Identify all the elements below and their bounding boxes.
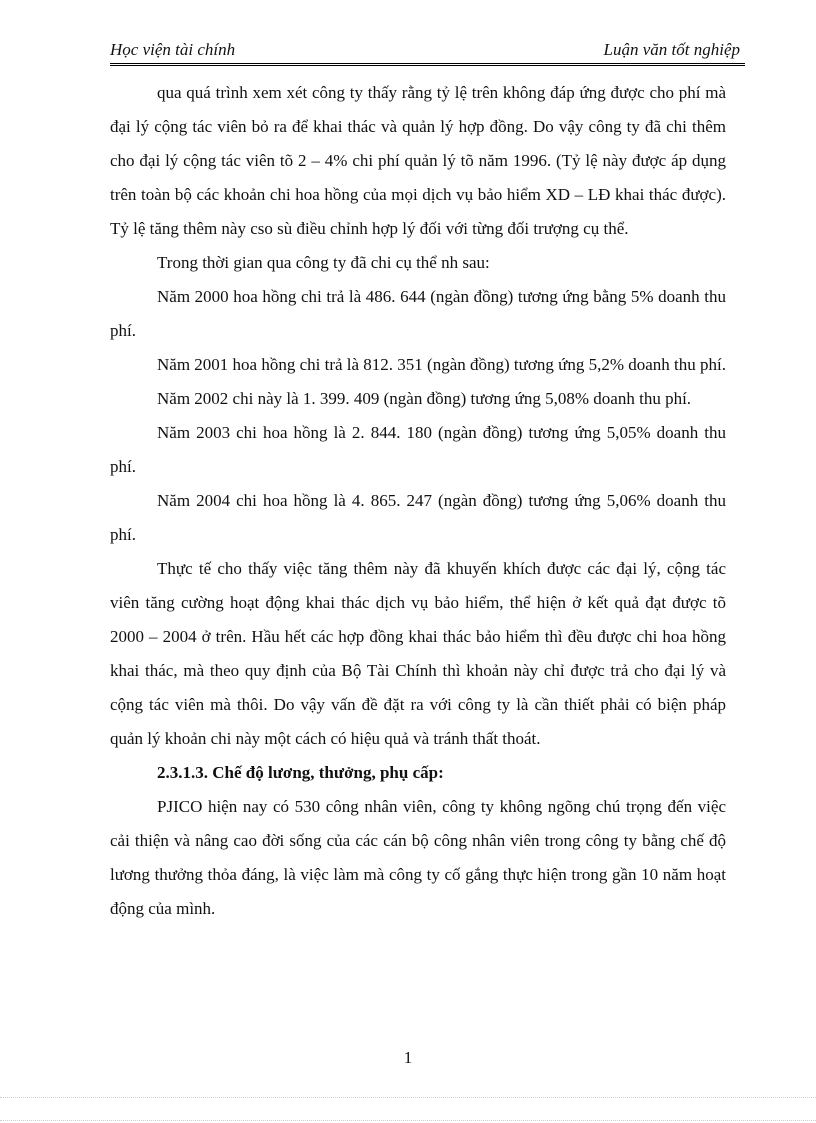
footer-divider-bottom: [0, 1120, 816, 1121]
paragraph-year-2004: Năm 2004 chi hoa hồng là 4. 865. 247 (ngàn đồng) tương ứng 5,06% doanh thu phí.: [110, 491, 726, 544]
footer-divider-top: [0, 1097, 816, 1098]
header-institution: Học viện tài chính: [110, 40, 236, 59]
page-number: 1: [403, 1048, 413, 1067]
paragraph-year-2001: Năm 2001 hoa hồng chi trả là 812. 351 (ngàn đồng) tương ứng 5,2% doanh thu phí.: [157, 355, 726, 374]
header-rule: [110, 63, 745, 66]
header-document-type: Luận văn tốt nghiệp: [603, 40, 740, 59]
paragraph-conclusion: Thực tế cho thấy việc tăng thêm này đã khuyến khích được các đại lý, cộng tác viên tăng cường hoạt động khai thác dịch vụ bảo hiểm, thể hiện ở kết quả đạt được tõ 2000 – 2004 ở trên. Hầu hết các hợp đồng khai thác bảo hiểm thì đều được chi hoa hồng khai thác, mà theo quy định của Bộ Tài Chính thì khoản này chỉ được trả cho đại lý và cộng tác viên mà thôi. Do vậy vấn đề đặt ra với công ty là cần thiết phải có biện pháp quản lý khoản chi này một cách có hiệu quả và tránh thất thoát.: [110, 559, 726, 748]
paragraph-year-2003: Năm 2003 chi hoa hồng là 2. 844. 180 (ngàn đồng) tương ứng 5,05% doanh thu phí.: [110, 423, 726, 476]
page-body: [110, 76, 726, 926]
page-header: [110, 40, 740, 64]
paragraph-intro: qua quá trình xem xét công ty thấy rằng tỷ lệ trên không đáp ứng được cho phí mà đại lý cộng tác viên bỏ ra để khai thác và quản lý hợp đồng. Do vậy công ty đã chi thêm cho đại lý cộng tác viên tõ 2 – 4% chi phí quản lý tõ năm 1996. (Tỷ lệ này được áp dụng trên toàn bộ các khoản chi hoa hồng của mọi dịch vụ bảo hiểm XD – LĐ khai thác được). Tỷ lệ tăng thêm này cso sù điều chỉnh hợp lý đối với từng đối trượng cụ thể.: [110, 83, 726, 238]
paragraph-year-2002: Năm 2002 chi này là 1. 399. 409 (ngàn đồng) tương ứng 5,08% doanh thu phí.: [157, 389, 692, 408]
paragraph-pjico: PJICO hiện nay có 530 công nhân viên, công ty không ngõng chú trọng đến việc cải thiện và nâng cao đời sống của các cán bộ công nhân viên trong công ty bằng chế độ lương thưởng thỏa đáng, là việc làm mà công ty cố gắng thực hiện trong gần 10 năm hoạt động của mình.: [110, 797, 726, 918]
paragraph-year-2000: Năm 2000 hoa hồng chi trả là 486. 644 (ngàn đồng) tương ứng bằng 5% doanh thu phí.: [110, 287, 726, 340]
paragraph-list-intro: Trong thời gian qua công ty đã chi cụ thể nh sau:: [157, 253, 490, 272]
section-heading: 2.3.1.3. Chế độ lương, thưởng, phụ cấp:: [157, 763, 444, 782]
